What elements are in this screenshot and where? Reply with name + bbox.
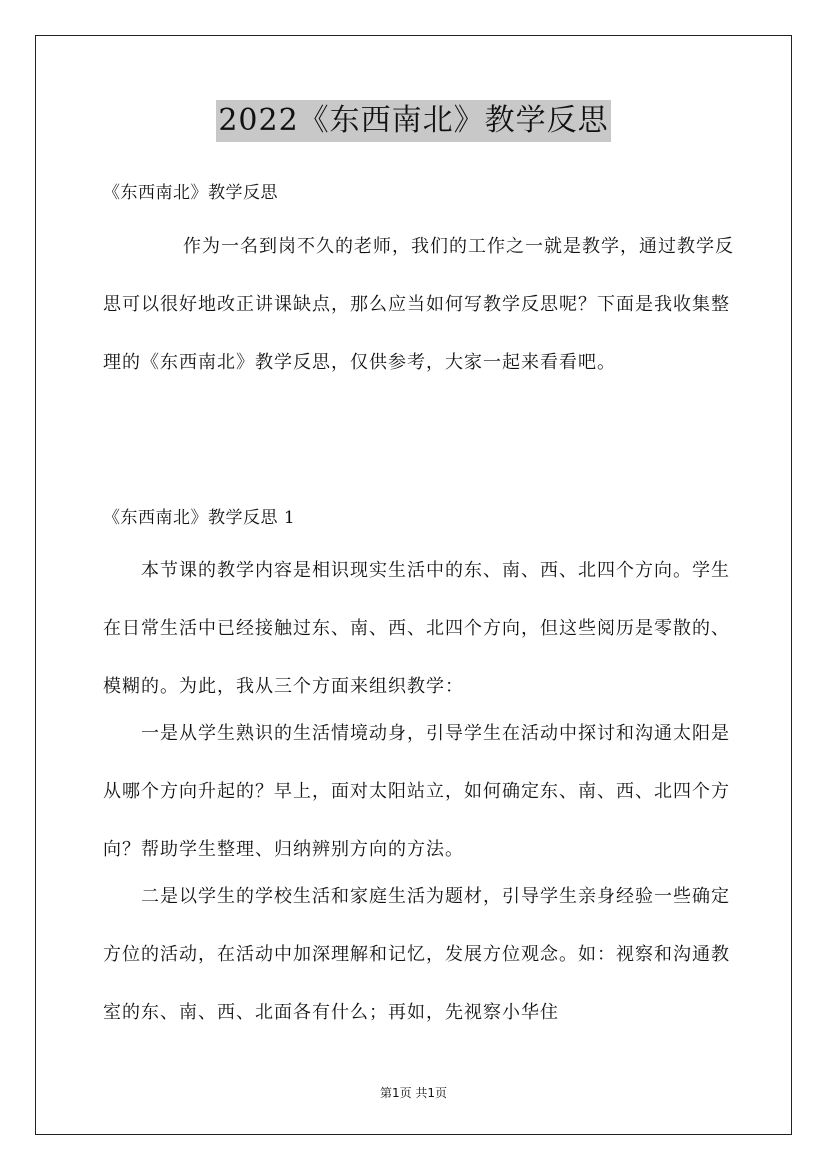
document-title: 2022《东西南北》教学反思 bbox=[216, 100, 610, 142]
title-container bbox=[0, 100, 827, 142]
body-paragraph-2: 一是从学生熟识的生活情境动身，引导学生在活动中探讨和沟通太阳是从哪个方向升起的？早上，面对太阳站立，如何确定东、南、西、北四个方向？帮助学生整理、归纳辨别方向的方法。 bbox=[103, 723, 730, 860]
section-heading: 《东西南北》教学反思 1 bbox=[103, 508, 296, 528]
intro-paragraph: 作为一名到岗不久的老师，我们的工作之一就是教学，通过教学反思可以很好地改正讲课缺点，那么应当如何写教学反思呢？下面是我收集整理的《东西南北》教学反思，仅供参考，大家一起来看看吧。 bbox=[103, 236, 734, 373]
document-subtitle: 《东西南北》教学反思 bbox=[103, 183, 278, 203]
page-footer: 第1页 共1页 bbox=[379, 1086, 448, 1100]
body-paragraph-1: 本节课的教学内容是相识现实生活中的东、南、西、北四个方向。学生在日常生活中已经接触过东、南、西、北四个方向，但这些阅历是零散的、模糊的。为此，我从三个方面来组织教学： bbox=[103, 560, 730, 697]
body-paragraph-3: 二是以学生的学校生活和家庭生活为题材，引导学生亲身经验一些确定方位的活动，在活动中加深理解和记忆，发展方位观念。如：视察和沟通教室的东、南、西、北面各有什么；再如，先视察小华住 bbox=[103, 886, 730, 1023]
